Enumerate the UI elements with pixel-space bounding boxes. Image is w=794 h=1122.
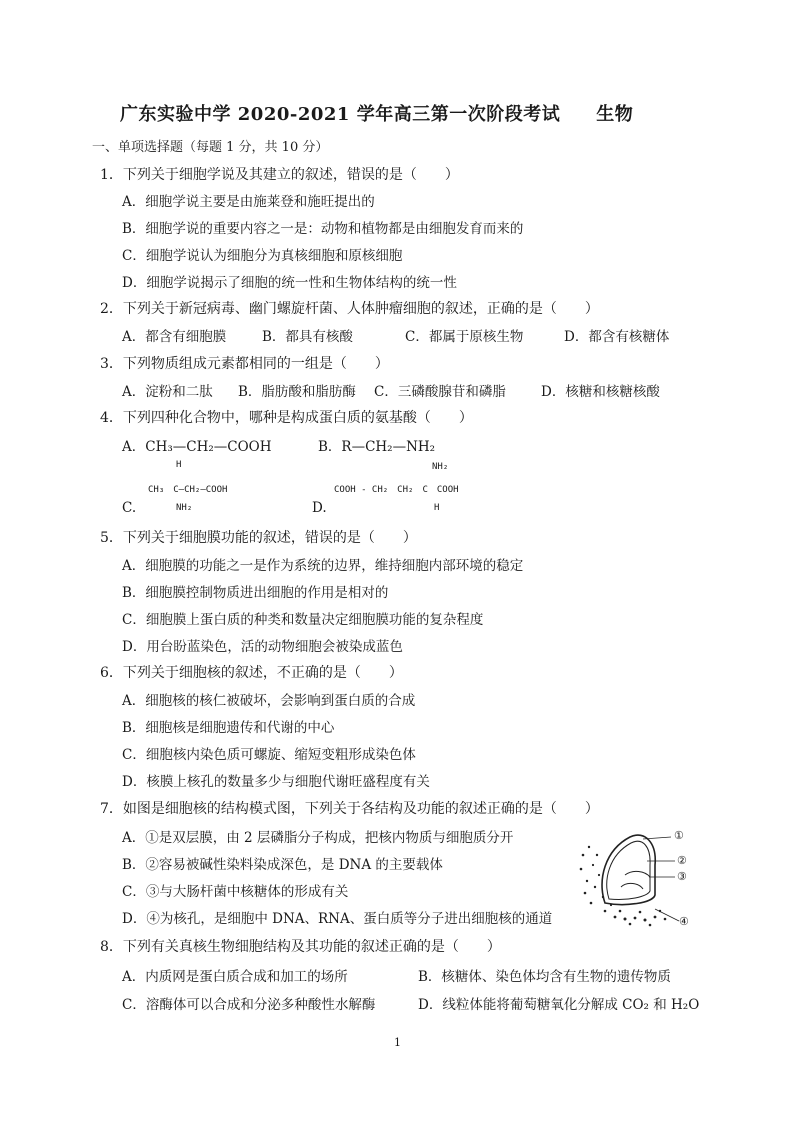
formula-c-line: CH₃ C—CH₂—COOH: [148, 485, 228, 495]
option: D．用台盼蓝染色，活的动物细胞会被染成蓝色: [122, 639, 403, 655]
option: C．细胞膜上蛋白质的种类和数量决定细胞膜功能的复杂程度: [122, 612, 484, 628]
figure-label: ③: [677, 870, 687, 883]
option: D.: [312, 500, 327, 516]
question-stem: 6．下列关于细胞核的叙述，不正确的是（ ）: [100, 665, 403, 681]
option: D．核糖和核糖核酸: [541, 384, 660, 400]
option: A．①是双层膜，由 2 层磷脂分子构成，把核内物质与细胞质分开: [122, 830, 514, 846]
option: A．内质网是蛋白质合成和加工的场所: [122, 969, 348, 985]
option: D．细胞学说揭示了细胞的统一性和生物体结构的统一性: [122, 275, 457, 291]
question-stem: 5．下列关于细胞膜功能的叙述，错误的是（ ）: [100, 530, 417, 546]
formula-c-line: NH₂: [176, 503, 193, 513]
formula-d-line: H: [434, 503, 440, 513]
question-stem: 1．下列关于细胞学说及其建立的叙述，错误的是（ ）: [100, 167, 459, 183]
figure-label: ②: [677, 854, 687, 867]
option: C．细胞学说认为细胞分为真核细胞和原核细胞: [122, 248, 403, 264]
nucleus-diagram: [575, 825, 695, 930]
question-stem: 8．下列有关真核生物细胞结构及其功能的叙述正确的是（ ）: [100, 939, 501, 955]
option: B．R—CH₂—NH₂: [318, 439, 436, 455]
option: C．都属于原核生物: [405, 329, 524, 345]
option: A．细胞核的核仁被破坏，会影响到蛋白质的合成: [122, 693, 416, 709]
option: C．细胞核内染色质可螺旋、缩短变粗形成染色体: [122, 747, 416, 763]
formula-d-line: COOH - CH₂ CH₂ C COOH: [334, 485, 459, 495]
option: C．③与大肠杆菌中核糖体的形成有关: [122, 884, 349, 900]
figure-label: ④: [679, 915, 689, 928]
question-stem: 2．下列关于新冠病毒、幽门螺旋杆菌、人体肿瘤细胞的叙述，正确的是（ ）: [100, 301, 599, 317]
page-number: 1: [394, 1036, 401, 1049]
option: B．脂肪酸和脂肪酶: [238, 384, 356, 400]
formula-d-line: NH₂: [432, 462, 449, 472]
option: C.: [122, 500, 137, 516]
option: B．细胞膜控制物质进出细胞的作用是相对的: [122, 585, 389, 601]
question-stem: 3．下列物质组成元素都相同的一组是（ ）: [100, 356, 389, 372]
formula-c-line: H: [176, 460, 182, 470]
option: A．细胞膜的功能之一是作为系统的边界，维持细胞内部环境的稳定: [122, 558, 524, 574]
option: A．细胞学说主要是由施莱登和施旺提出的: [122, 194, 375, 210]
question-stem: 4．下列四种化合物中，哪种是构成蛋白质的氨基酸（ ）: [100, 410, 473, 426]
figure-label: ①: [674, 829, 684, 842]
option: B．细胞核是细胞遗传和代谢的中心: [122, 720, 335, 736]
option: C．三磷酸腺苷和磷脂: [374, 384, 506, 400]
option: A．都含有细胞膜: [122, 329, 227, 345]
option: B．核糖体、染色体均含有生物的遗传物质: [418, 969, 671, 985]
option: D．线粒体能将葡萄糖氧化分解成 CO₂ 和 H₂O: [418, 997, 700, 1013]
option: B．细胞学说的重要内容之一是：动物和植物都是由细胞发育而来的: [122, 221, 524, 237]
question-stem: 7．如图是细胞核的结构模式图，下列关于各结构及功能的叙述正确的是（ ）: [100, 801, 599, 817]
option: D．都含有核糖体: [564, 329, 670, 345]
option: A．淀粉和二肽: [122, 384, 213, 400]
title-text: 广东实验中学 2020-2021 学年高三第一次阶段考试: [120, 104, 561, 125]
option: D．核膜上核孔的数量多少与细胞代谢旺盛程度有关: [122, 774, 430, 790]
option: B．②容易被碱性染料染成深色，是 DNA 的主要载体: [122, 857, 443, 873]
option: C．溶酶体可以合成和分泌多种酸性水解酶: [122, 997, 376, 1013]
section-heading: 一、单项选择题（每题 1 分，共 10 分）: [92, 140, 329, 155]
option: A．CH₃—CH₂—COOH: [122, 439, 272, 455]
option: B．都具有核酸: [262, 329, 353, 345]
exam-title: [120, 100, 633, 126]
subject-label: 生物: [596, 104, 634, 125]
option: D．④为核孔，是细胞中 DNA、RNA、蛋白质等分子进出细胞核的通道: [122, 911, 553, 927]
